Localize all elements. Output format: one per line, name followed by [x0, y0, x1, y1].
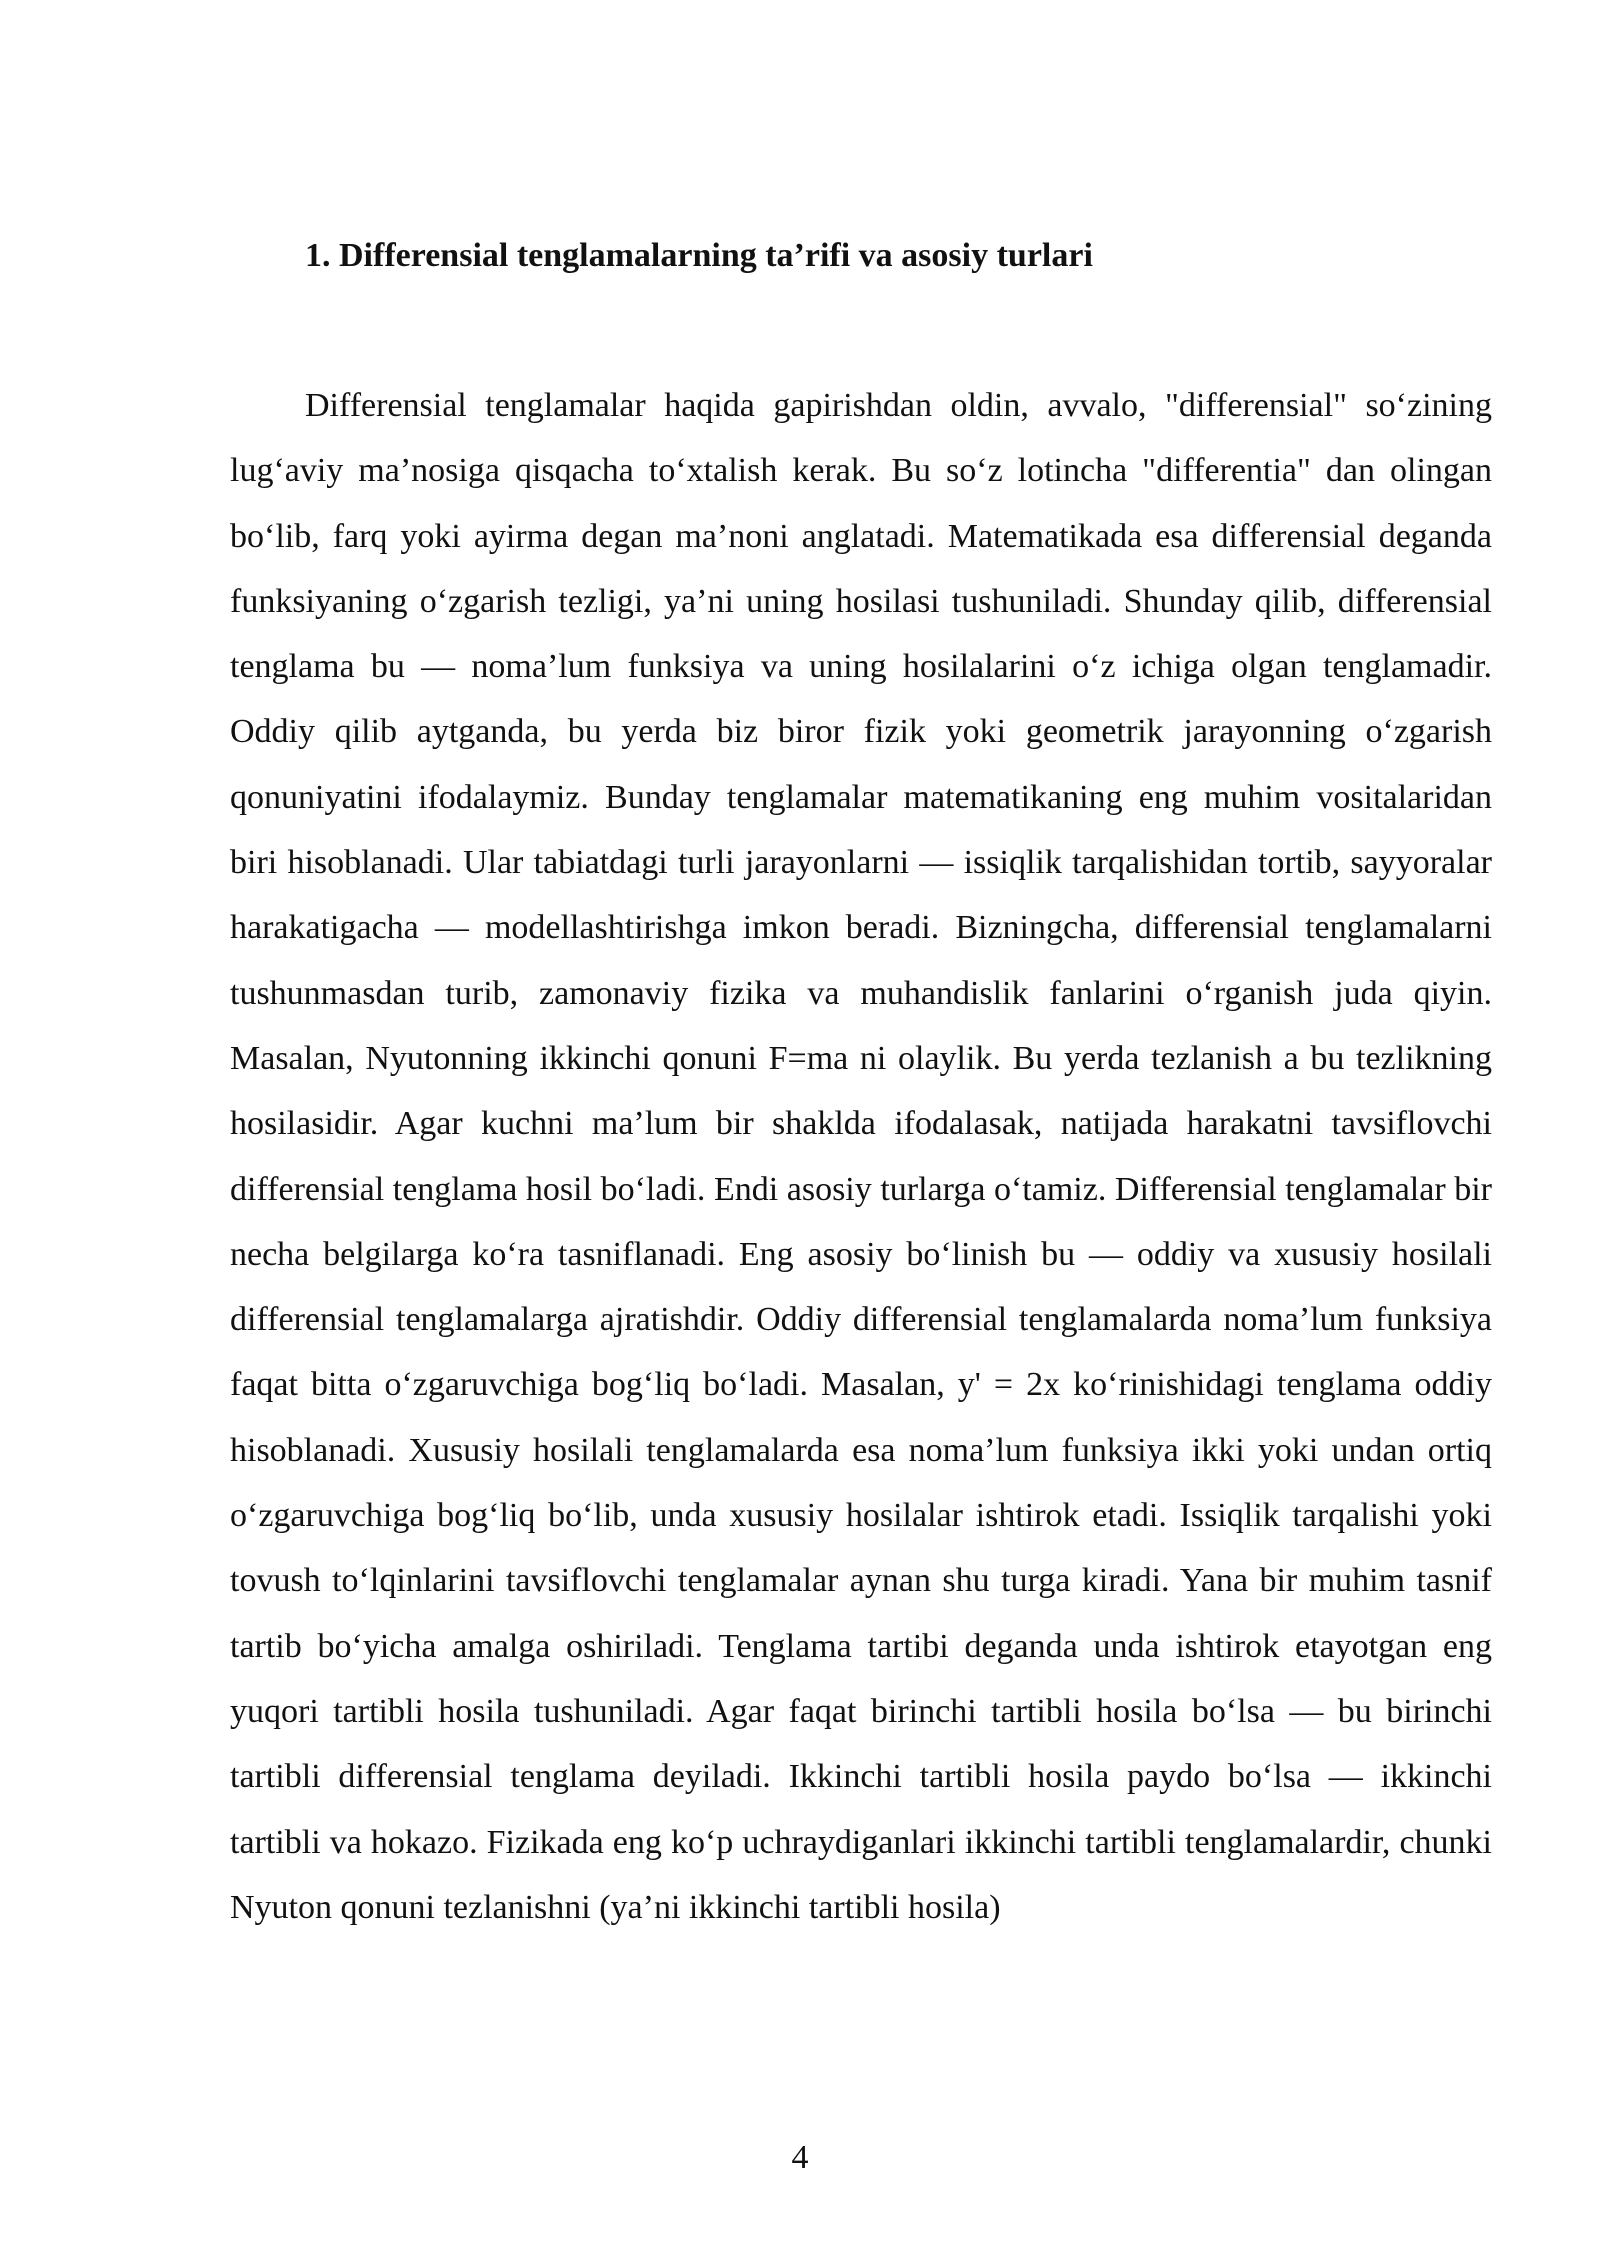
- page-number: 4: [791, 2139, 809, 2176]
- section-heading: 1. Differensial tenglamalarning ta’rifi va asosiy turlari: [305, 237, 1093, 274]
- body-paragraph: Differensial tenglamalar haqida gapirishdan oldin, avvalo, "differensial" so‘zining lug‘aviy ma’nosiga qisqacha to‘xtalish kerak. Bu so‘z lotincha "differentia" dan olingan bo‘lib, farq yoki ayirma degan ma’noni anglatadi. Matematikada esa differensial deganda funksiyaning o‘zgarish tezligi, ya’ni uning hosilasi tushuniladi. Shunday qilib, differensial tenglama bu — noma’lum funksiya va uning hosilalarini o‘z ichiga olgan tenglamadir. Oddiy qilib aytganda, bu yerda biz biror fizik yoki geometrik jarayonning o‘zgarish qonuniyatini ifodalaymiz. Bunday tenglamalar matematikaning eng muhim vositalaridan biri hisoblanadi. Ular tabiatdagi turli jarayonlarni — issiqlik tarqalishidan tortib, sayyoralar harakatigacha — modellashtirishga imkon beradi. Bizningcha, differensial tenglamalarni tushunmasdan turib, zamonaviy fizika va muhandislik fanlarini o‘rganish juda qiyin. Masalan, Nyutonning ikkinchi qonuni F=ma ni olaylik. Bu yerda tezlanish a bu tezlikning hosilasidir. Agar kuchni ma’lum bir shaklda ifodalasak, natijada harakatni tavsiflovchi differensial tenglama hosil bo‘ladi. Endi asosiy turlarga o‘tamiz. Differensial tenglamalar bir necha belgilarga ko‘ra tasniflanadi. Eng asosiy bo‘linish bu — oddiy va xususiy hosilali differensial tenglamalarga ajratishdir. Oddiy differensial tenglamalarda noma’lum funksiya faqat bitta o‘zgaruvchiga bog‘liq bo‘ladi. Masalan, y' = 2x ko‘rinishidagi tenglama oddiy hisoblanadi. Xususiy hosilali tenglamalarda esa noma’lum funksiya ikki yoki undan ortiq o‘zgaruvchiga bog‘liq bo‘lib, unda xususiy hosilalar ishtirok etadi. Issiqlik tarqalishi yoki tovush to‘lqinlarini tavsiflovchi tenglamalar aynan shu turga kiradi. Yana bir muhim tasnif tartib bo‘yicha amalga oshiriladi. Tenglama tartibi deganda unda ishtirok etayotgan eng yuqori tartibli hosila tushuniladi. Agar faqat birinchi tartibli hosila bo‘lsa — bu birinchi tartibli differensial tenglama deyiladi. Ikkinchi tartibli hosila paydo bo‘lsa — ikkinchi tartibli va hokazo. Fizikada eng ko‘p uchraydiganlari ikkinchi tartibli tenglamalardir, chunki Nyuton qonuni tezlanishni (ya’ni ikkinchi tartibli hosila): [230, 387, 1492, 1926]
